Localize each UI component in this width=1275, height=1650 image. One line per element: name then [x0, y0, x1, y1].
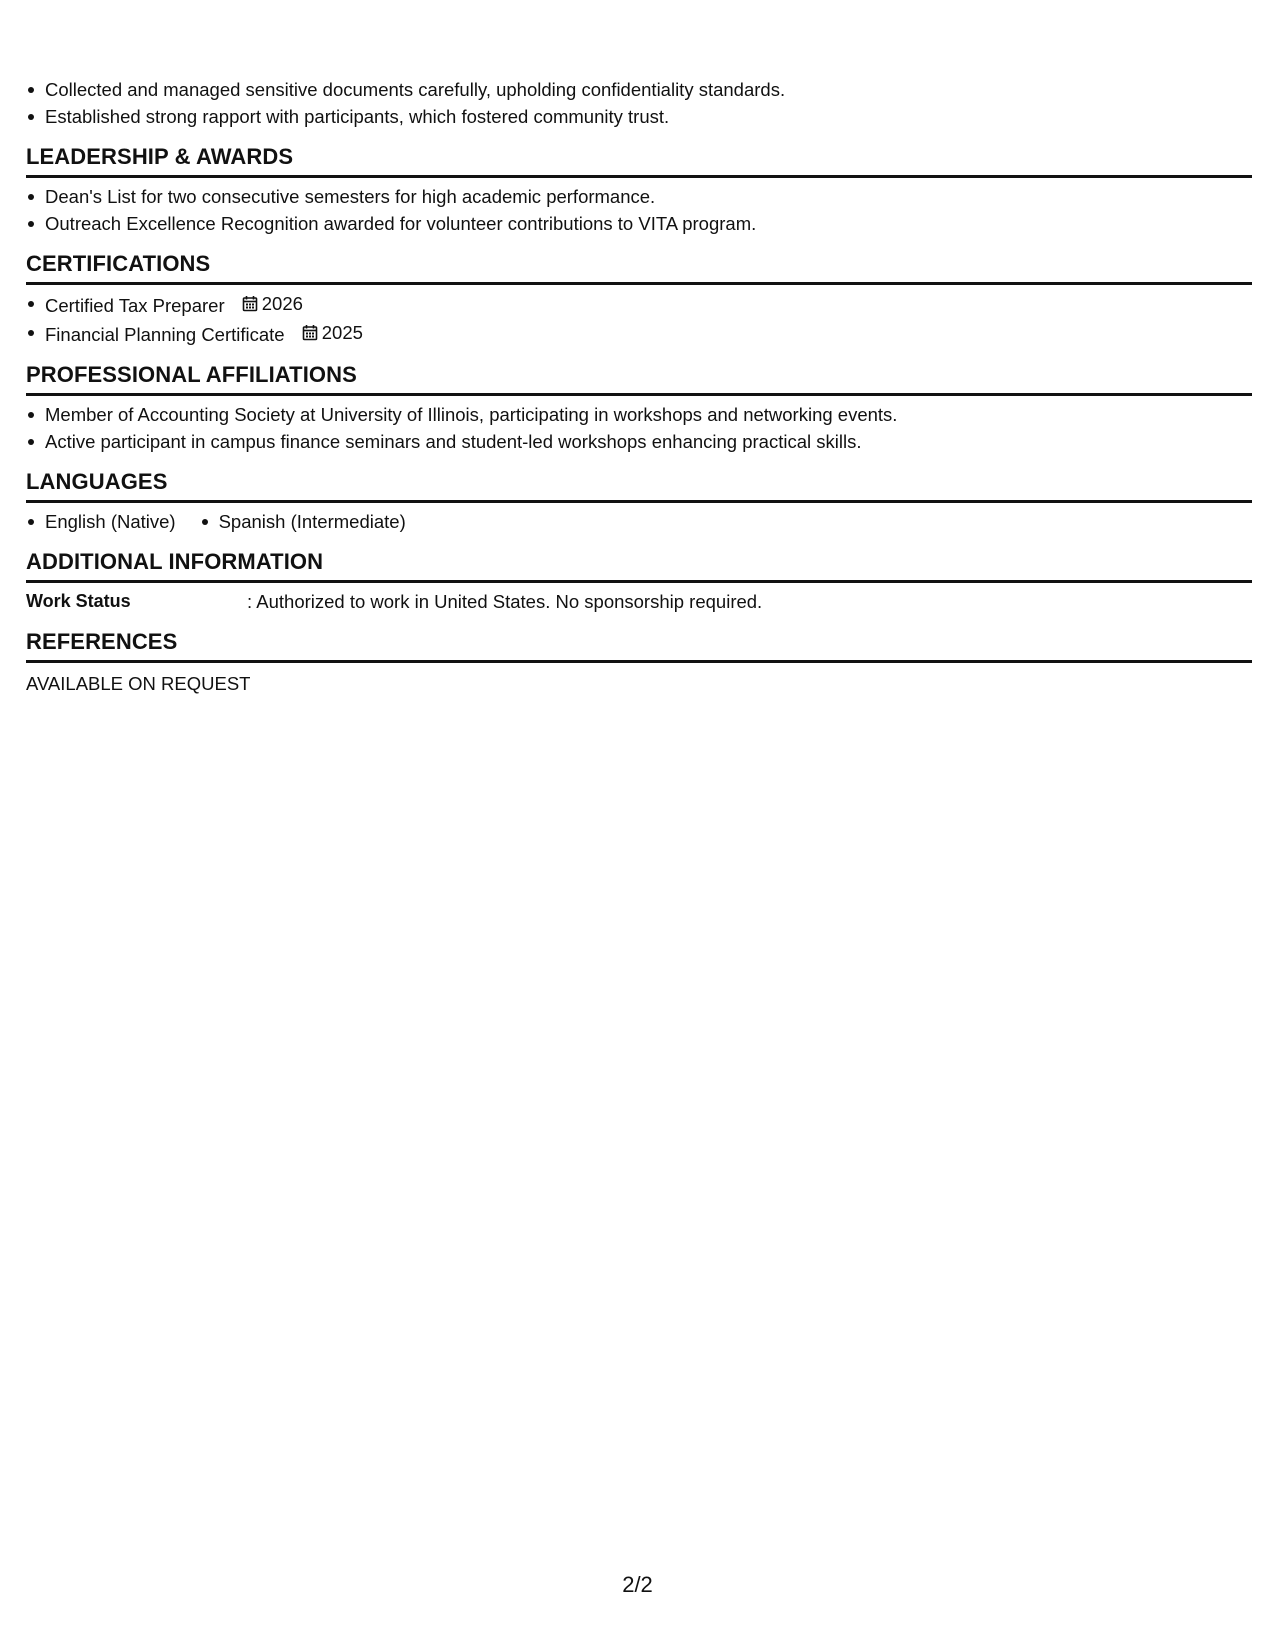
section-title: ADDITIONAL INFORMATION [26, 548, 1252, 583]
work-status-value: : Authorized to work in United States. No sponsorship required. [247, 591, 763, 612]
list-item: Established strong rapport with participants, which fostered community trust. [26, 103, 1252, 130]
references-section [26, 628, 1252, 697]
section-title: REFERENCES [26, 628, 1252, 663]
languages-list [26, 508, 1252, 535]
certification-name: Certified Tax Preparer [45, 295, 225, 316]
certification-year: 2025 [321, 322, 363, 343]
certification-date [302, 319, 363, 346]
leadership-list [26, 183, 1252, 237]
language-item: Spanish (Intermediate) [200, 508, 406, 535]
leadership-section [26, 143, 1252, 237]
certification-year: 2026 [261, 293, 303, 314]
references-text: AVAILABLE ON REQUEST [26, 673, 251, 694]
list-item: Collected and managed sensitive documents carefully, upholding confidentiality standards. [26, 76, 1252, 103]
affiliations-list [26, 401, 1252, 455]
section-title: PROFESSIONAL AFFILIATIONS [26, 361, 1252, 396]
affiliations-section [26, 361, 1252, 455]
list-item: Member of Accounting Society at University of Illinois, participating in workshops and networking events. [26, 401, 1252, 428]
work-status-row [26, 588, 1252, 615]
calendar-icon [242, 295, 258, 312]
certifications-list [26, 290, 1252, 348]
certification-item [26, 319, 1252, 348]
languages-section [26, 468, 1252, 535]
list-item: Dean's List for two consecutive semesters for high academic performance. [26, 183, 1252, 210]
experience-continuation-list [26, 76, 1252, 130]
resume-page [26, 76, 1252, 697]
certification-name: Financial Planning Certificate [45, 324, 285, 345]
list-item: Active participant in campus finance seminars and student-led workshops enhancing practical skills. [26, 428, 1252, 455]
section-title: LEADERSHIP & AWARDS [26, 143, 1252, 178]
language-item: English (Native) [26, 508, 176, 535]
additional-info-section [26, 548, 1252, 615]
page-number: 2/2 [622, 1572, 653, 1597]
work-status-label: Work Status [26, 591, 131, 611]
certification-item [26, 290, 1252, 319]
certification-date [242, 290, 303, 317]
certifications-section [26, 250, 1252, 348]
section-title: CERTIFICATIONS [26, 250, 1252, 285]
section-title: LANGUAGES [26, 468, 1252, 503]
list-item: Outreach Excellence Recognition awarded for volunteer contributions to VITA program. [26, 210, 1252, 237]
calendar-icon [302, 324, 318, 341]
